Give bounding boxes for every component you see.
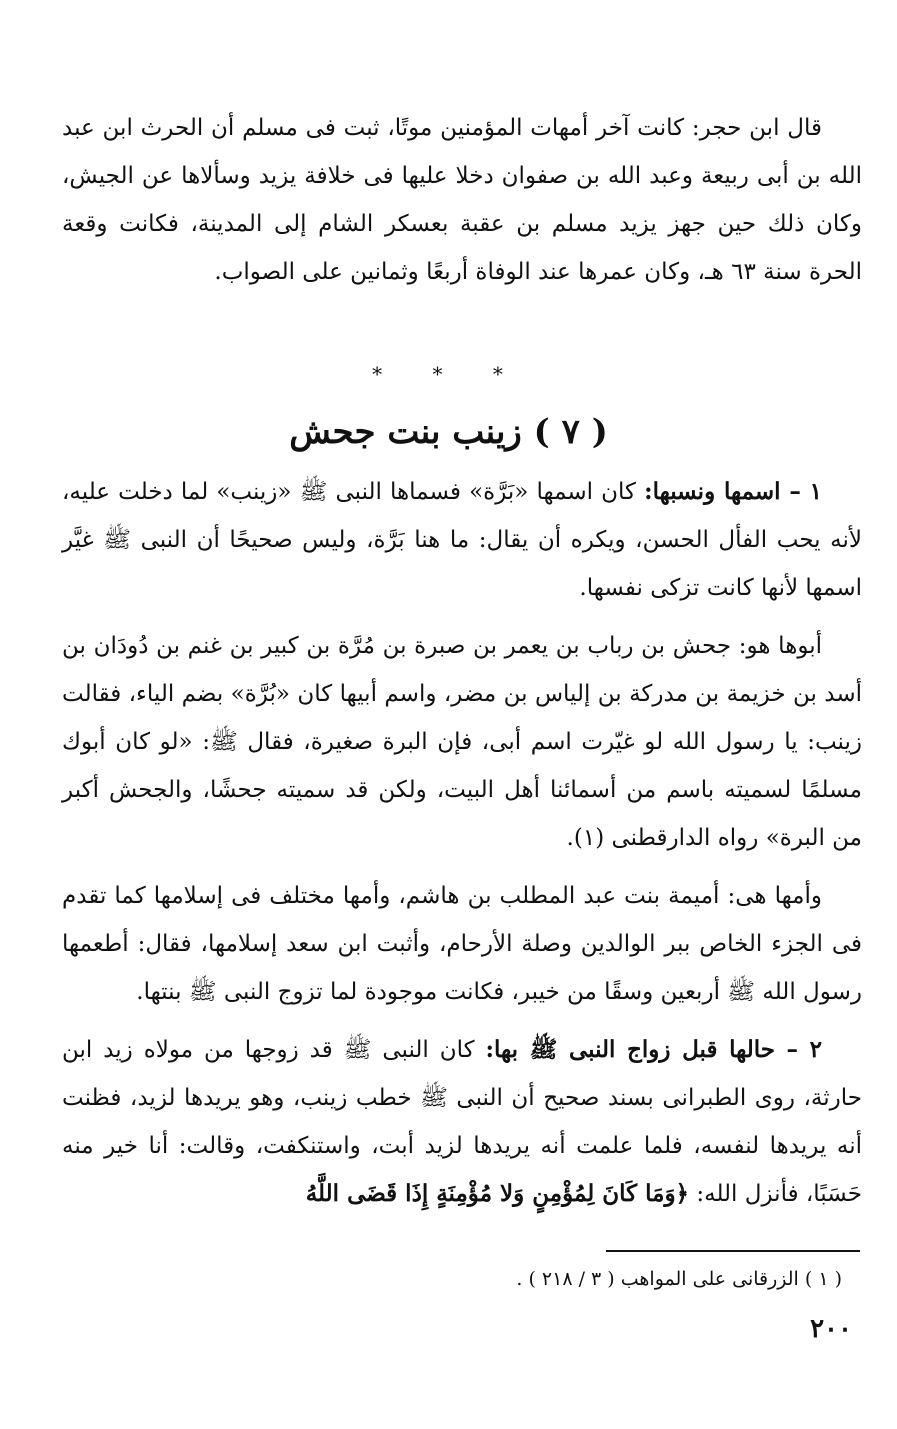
section-heading: ١ – اسمها ونسبها: xyxy=(644,478,823,505)
page-number: ٢٠٠ xyxy=(810,1314,852,1344)
paragraph-mother xyxy=(62,872,862,1016)
footnote: ( ١ ) الزرقانى على المواهب ( ٣ / ٢١٨ ) . xyxy=(516,1268,842,1290)
section-text: أبوها هو: جحش بن رباب بن يعمر بن صبرة بن مُرَّة بن كبير بن غنم بن دُودَان بن أسد بن خزيمة بن مدركة بن إلياس بن مضر، واسم أبيها كان «بُرَّة» بضم الياء، فقالت زينب: يا رسول الله لو غيّرت اسم أبى، فإن البرة صغيرة، فقال ﷺ: «لو كان أبوك مسلمًا لسميته باسم من أسمائنا أهل البيت، ولكن قد سميته جحشًا، والجحش أكبر من البرة» رواه الدارقطنى (١). xyxy=(62,633,862,851)
quran-quote: ﴿وَمَا كَانَ لِمُؤْمِنٍ وَلا مُؤْمِنَةٍ إِذَا قَضَى اللَّهُ xyxy=(305,1180,690,1207)
section-name-lineage xyxy=(62,468,862,612)
section-heading: ٢ – حالها قبل زواج النبى ﷺ بها: xyxy=(485,1036,823,1063)
section-text: كان النبى ﷺ قد زوجها من مولاه زيد ابن حارثة، روى الطبرانى بسند صحيح أن النبى ﷺ خطب زينب، وهو يريدها لزيد، فظنت أنه يريدها لنفسه، فلما علمت أنه يريدها لزيد أبت، واستنكفت، وقالت: أنا خير منه حَسَبًا، فأنزل الله: xyxy=(62,1037,862,1207)
chapter-body xyxy=(62,468,862,1218)
intro-paragraph xyxy=(62,104,862,296)
chapter-title: ( ٧ ) زينب بنت جحش xyxy=(289,412,608,452)
footnote-divider xyxy=(606,1250,860,1252)
section-separator: * * * xyxy=(372,362,525,386)
paragraph-father xyxy=(62,622,862,862)
section-text: كان اسمها «بَرَّة» فسماها النبى ﷺ «زينب» لما دخلت عليه، لأنه يحب الفأل الحسن، ويكره أن يقال: ما هنا بَرَّة، وليس صحيحًا أن النبى ﷺ غيَّر اسمها لأنها كانت تزكى نفسها. xyxy=(62,479,862,601)
section-text: وأمها هى: أميمة بنت عبد المطلب بن هاشم، وأمها مختلف فى إسلامها كما تقدم فى الجزء الخاص ببر الوالدين وصلة الأرحام، وأثبت ابن سعد إسلامها، فقال: أطعمها رسول الله ﷺ أربعين وسقًا من خيبر، فكانت موجودة لما تزوج النبى ﷺ بنتها. xyxy=(62,883,862,1005)
intro-text: قال ابن حجر: كانت آخر أمهات المؤمنين موتًا، ثبت فى مسلم أن الحرث ابن عبد الله بن أبى ربيعة وعبد الله بن صفوان دخلا عليها فى خلافة يزيد وسألاها عن الجيش، وكان ذلك حين جهز يزيد مسلم بن عقبة بعسكر الشام إلى المدينة، فكانت وقعة الحرة سنة ٦٣ هـ، وكان عمرها عند الوفاة أربعًا وثمانين على الصواب. xyxy=(62,115,862,285)
section-before-marriage xyxy=(62,1026,862,1218)
